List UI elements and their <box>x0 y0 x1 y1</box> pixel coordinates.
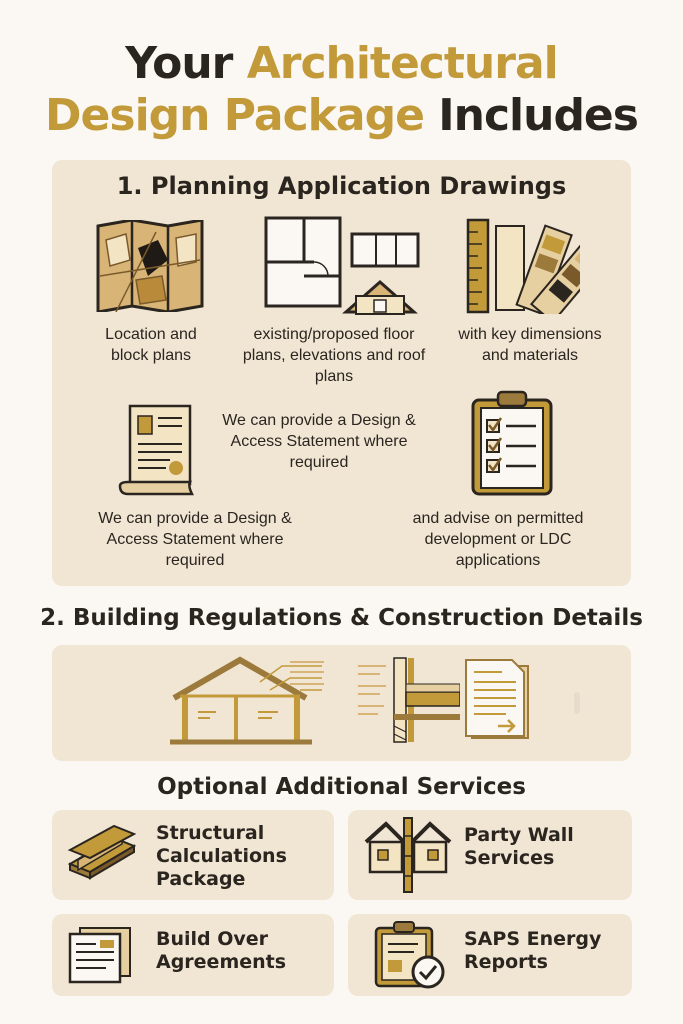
card-build-over[interactable] <box>52 914 334 996</box>
card-label-party-wall: Party Wall Services <box>464 824 574 869</box>
house-section-icon <box>160 656 326 752</box>
map-icon <box>96 220 204 312</box>
energy-report-icon <box>372 920 446 990</box>
caption-floor-plans: existing/proposed floor plans, elevations and roof plans <box>242 326 426 385</box>
clipboard-checklist-icon <box>470 390 554 496</box>
caption-permitted-development: and advise on permitted development or LDC applications <box>412 510 584 569</box>
page-title: Your Architectural Design Package Includes <box>45 38 638 141</box>
steel-beam-icon <box>66 824 138 884</box>
section3-title: Optional Additional Services <box>157 774 526 800</box>
wall-detail-icon <box>356 656 460 746</box>
card-label-saps: SAPS Energy Reports <box>464 928 602 973</box>
documents-icon <box>66 926 134 984</box>
caption-design-statement-top: We can provide a Design & Access Statement where required <box>222 412 416 471</box>
scroll-indicator <box>574 692 580 714</box>
spec-documents-icon <box>462 658 536 742</box>
section1-title: 1. Planning Application Drawings <box>116 172 567 200</box>
caption-location-plans: Location and block plans <box>105 326 197 364</box>
card-saps-energy[interactable] <box>348 914 632 996</box>
caption-design-statement-bottom: We can provide a Design & Access Statement where required <box>98 510 292 569</box>
section2-title: 2. Building Regulations & Construction Details <box>40 605 643 631</box>
floor-plan-icon <box>264 216 424 316</box>
caption-dimensions: with key dimensions and materials <box>458 326 602 364</box>
card-structural-calculations[interactable] <box>52 810 334 900</box>
card-label-build-over: Build Over Agreements <box>156 928 287 973</box>
card-party-wall[interactable] <box>348 810 632 900</box>
ruler-swatch-icon <box>466 218 580 314</box>
scroll-document-icon <box>116 402 198 496</box>
card-label-structural: Structural Calculations Package <box>156 822 287 890</box>
building-regs-panel <box>52 645 631 761</box>
party-wall-houses-icon <box>362 816 454 894</box>
